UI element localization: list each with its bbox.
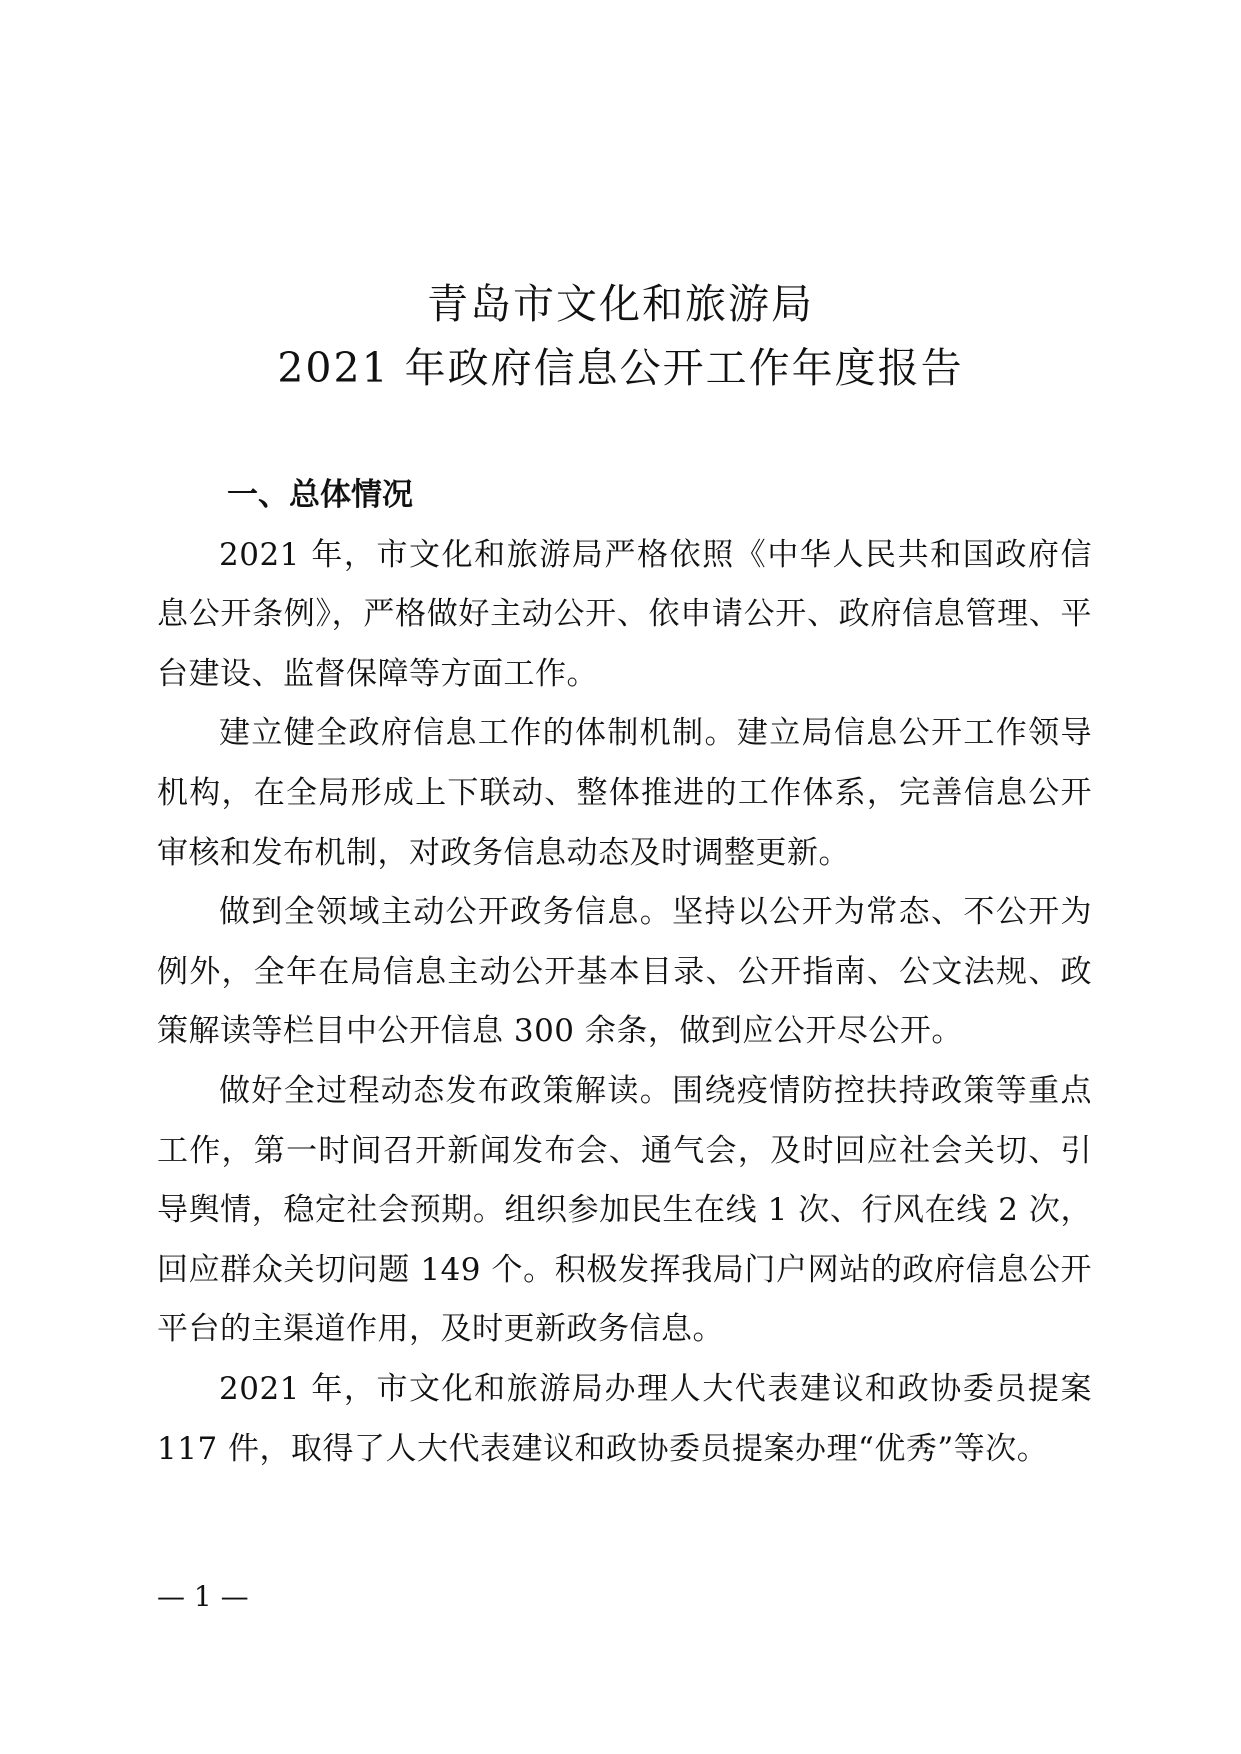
- document-title-line2: 2021 年政府信息公开工作年度报告: [277, 344, 964, 392]
- section-heading: 一、总体情况: [227, 477, 413, 513]
- document-body: [157, 466, 1092, 1479]
- document-title-line1: 青岛市文化和旅游局: [427, 280, 814, 328]
- paragraph: 做好全过程动态发布政策解读。围绕疫情防控扶持政策等重点工作，第一时间召开新闻发布会、通气会，及时回应社会关切、引导舆情，稳定社会预期。组织参加民生在线 1 次、行风在线 2 次，回应群众关切问题 149 个。积极发挥我局门户网站的政府信息公开平台的主渠道作用，及时更新政务信息。: [157, 1072, 1092, 1348]
- paragraph: 建立健全政府信息工作的体制机制。建立局信息公开工作领导机构，在全局形成上下联动、整体推进的工作体系，完善信息公开审核和发布机制，对政务信息动态及时调整更新。: [157, 715, 1092, 871]
- paragraph: 做到全领域主动公开政务信息。坚持以公开为常态、不公开为例外，全年在局信息主动公开基本目录、公开指南、公文法规、政策解读等栏目中公开信息 300 余条，做到应公开尽公开。: [157, 894, 1092, 1050]
- paragraph: 2021 年，市文化和旅游局严格依照《中华人民共和国政府信息公开条例》，严格做好主动公开、依申请公开、政府信息管理、平台建设、监督保障等方面工作。: [157, 536, 1092, 692]
- paragraph: 2021 年，市文化和旅游局办理人大代表建议和政协委员提案 117 件，取得了人大代表建议和政协委员提案办理“优秀”等次。: [157, 1370, 1092, 1467]
- page-number: — 1 —: [157, 1580, 249, 1613]
